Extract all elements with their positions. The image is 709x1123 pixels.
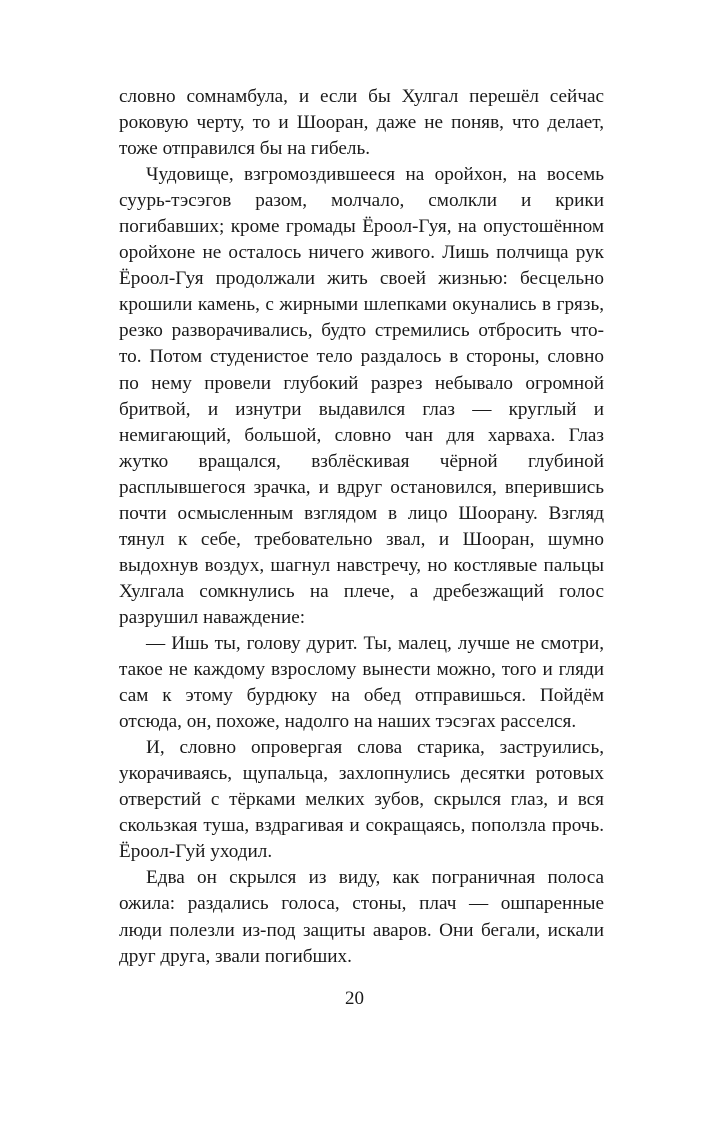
paragraph: И, словно опровергая слова старика, заструились, укорачиваясь, щупальца, захлопнулись десятки ротовых отверстий с тёрками мелких зубов, скрылся глаз, и вся скользкая туша, вздрагивая и сокращаясь, поползла прочь. Ёроол-Гуй уходил.	[119, 737, 604, 863]
page-body	[119, 84, 604, 970]
paragraph-continuation: словно сомнамбула, и если бы Хулгал перешёл сейчас роковую черту, то и Шооран, даже не поняв, что делает, тоже отправился бы на гибель.	[119, 86, 604, 160]
paragraph-dialogue: — Ишь ты, голову дурит. Ты, малец, лучше не смотри, такое не каждому взрослому вынести можно, того и гляди сам к этому бурдюку на обед отправишься. Пойдём отсюда, он, похоже, надолго на наших тэсэгах расселся.	[119, 632, 604, 733]
paragraph: Чудовище, взгромоздившееся на оройхон, на восемь суурь-тэсэгов разом, молчало, смолкли и крики погибавших; кроме громады Ёроол-Гуя, на опустошённом оройхоне не осталось ничего живого. Лишь полчища рук Ёроол-Гуя продолжали жить своей жизнью: бесцельно крошили камень, с жирными шлепками окунались в грязь, резко разворачивались, будто стремились отбросить что-то. Потом студенистое тело раздалось в стороны, словно по нему провели глубокий разрез небывало огромной бритвой, и изнутри выдавился глаз — круглый и немигающий, большой, словно чан для харваха. Глаз жутко вращался, взблёскивая чёрной глубиной расплывшегося зрачка, и вдруг остановился, вперившись почти осмысленным взглядом в лицо Шоорану. Взгляд тянул к себе, требовательно звал, и Шооран, шумно выдохнув воздух, шагнул навстречу, но костлявые пальцы Хулгала сомкнулись на плече, а дребезжащий голос разрушил наваждение:	[119, 164, 604, 628]
page-number: 20	[345, 988, 364, 1009]
text-block	[119, 84, 604, 970]
paragraph: Едва он скрылся из виду, как пограничная полоса ожила: раздались голоса, стоны, плач — ошпаренные люди полезли из-под защиты аваров. Они бегали, искали друг друга, звали погибших.	[119, 867, 604, 967]
